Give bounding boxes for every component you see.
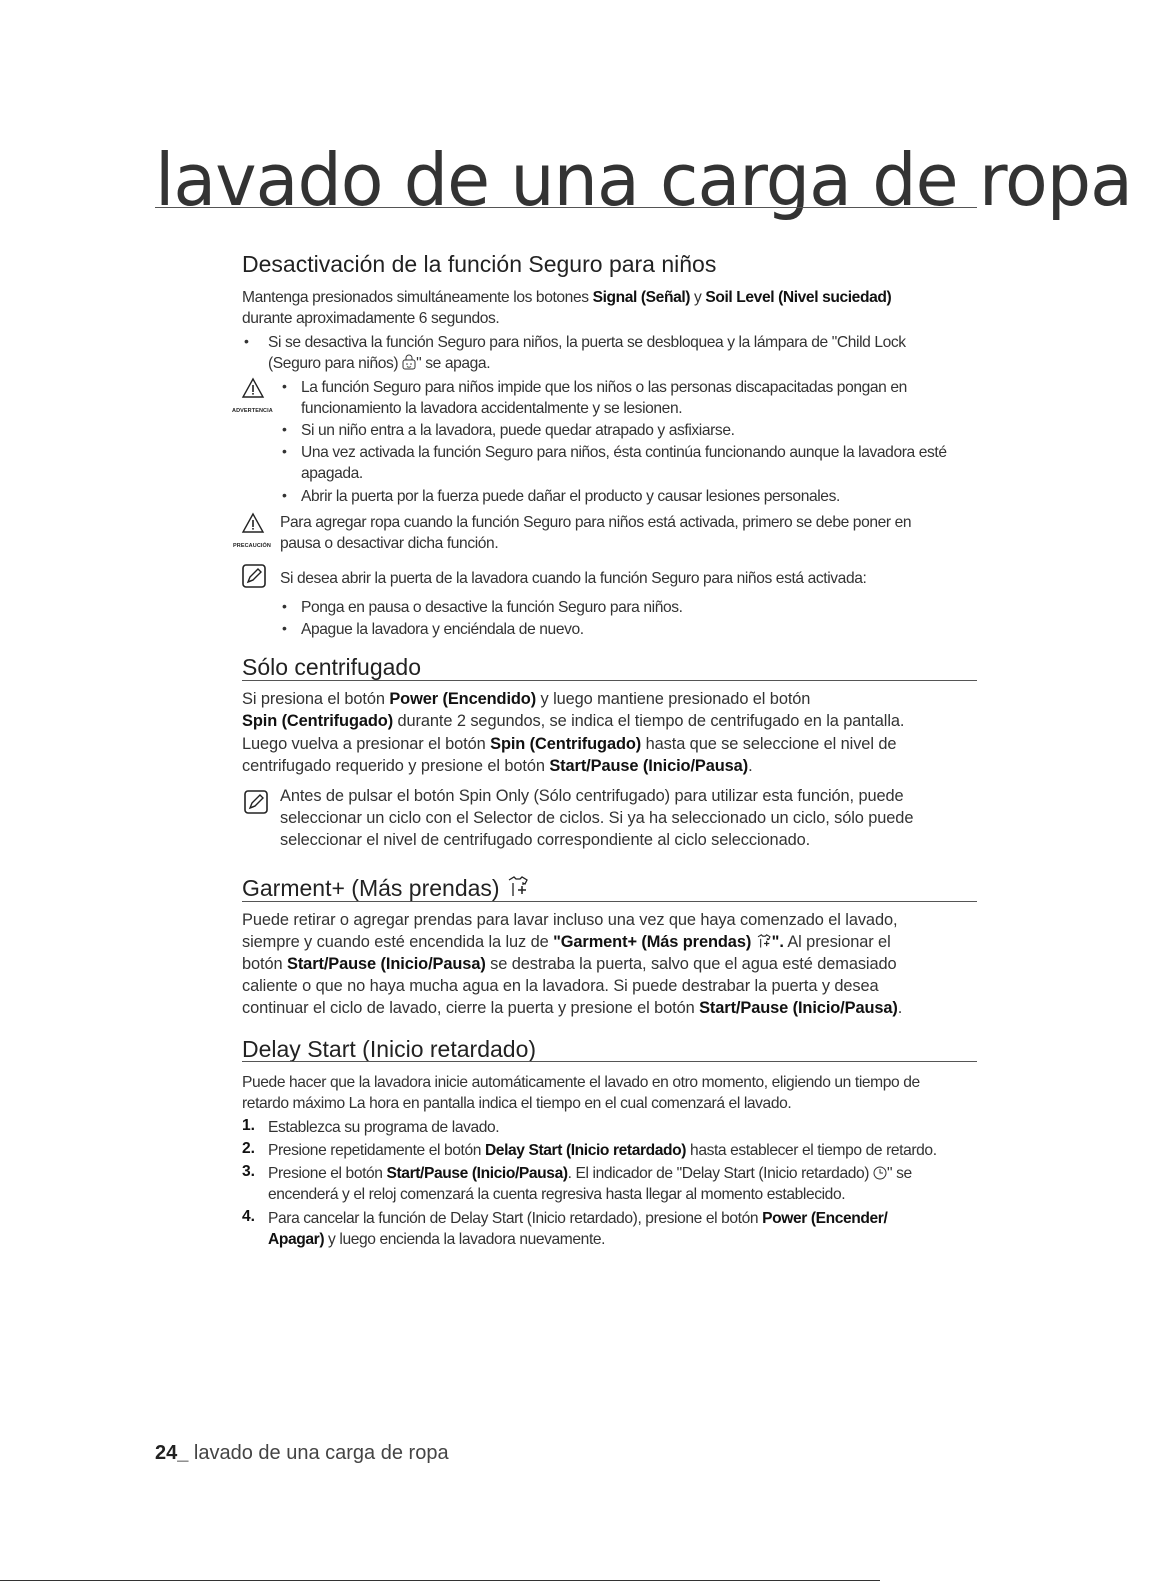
bullet-dot: •	[282, 443, 287, 459]
spin-note-3: seleccionar el nivel de centrifugado correspondiente al ciclo seleccionado.	[280, 831, 811, 849]
delay-rule	[242, 1061, 977, 1062]
warning-item-3-cont: apagada.	[301, 465, 363, 482]
bullet-dot: •	[282, 598, 287, 614]
bullet-dot: •	[244, 333, 249, 349]
note-item-2: Apague la lavadora y enciéndala de nuevo.	[301, 621, 584, 638]
warning-item-2: Si un niño entra a la lavadora, puede quedar atrapado y asfixiarse.	[301, 422, 735, 439]
delay-step-4: Para cancelar la función de Delay Start (Inicio retardado), presione el botón Power (Encender/	[268, 1210, 888, 1227]
step-number: 1.	[242, 1117, 256, 1134]
child-lock-intro: Mantenga presionados simultáneamente los botones Signal (Señal) y Soil Level (Nivel suciedad)	[242, 289, 892, 306]
garment-l1: Puede retirar o agregar prendas para lavar incluso una vez que haya comenzado el lavado,	[242, 911, 898, 929]
caution-text-2: pausa o desactivar dicha función.	[280, 535, 499, 552]
page-number: 24_	[155, 1442, 189, 1464]
page-footer	[155, 1442, 449, 1465]
note-icon	[244, 790, 268, 819]
note-text: Si desea abrir la puerta de la lavadora cuando la función Seguro para niños está activada:	[280, 570, 867, 587]
step-number: 3.	[242, 1163, 256, 1180]
bullet-dot: •	[282, 421, 287, 437]
spin-note-2: seleccionar un ciclo con el Selector de ciclos. Si ya ha seleccionado un ciclo, sólo puede	[280, 809, 914, 827]
garment-icon	[756, 934, 772, 956]
bullet-dot: •	[282, 487, 287, 503]
note-icon	[242, 564, 266, 593]
garment-l3: botón Start/Pause (Inicio/Pausa) se destraba la puerta, salvo que el agua esté demasiado	[242, 955, 897, 973]
delay-step-4-cont: Apagar) y luego encienda la lavadora nuevamente.	[268, 1231, 606, 1248]
caution-icon	[242, 513, 264, 538]
child-lock-bullet-1-cont: (Seguro para niños) " se apaga.	[268, 353, 490, 376]
child-lock-heading: Desactivación de la función Seguro para niños	[242, 251, 717, 277]
bullet-dot: •	[282, 378, 287, 394]
warning-item-4: Abrir la puerta por la fuerza puede dañar el producto y causar lesiones personales.	[301, 488, 840, 505]
note-item-1: Ponga en pausa o desactive la función Seguro para niños.	[301, 599, 683, 616]
bullet-dot: •	[282, 620, 287, 636]
spin-only-p3: Luego vuelva a presionar el botón Spin (Centrifugado) hasta que se seleccione el nivel de	[242, 735, 897, 753]
step-number: 2.	[242, 1140, 256, 1157]
spin-only-p4: centrifugado requerido y presione el botón Start/Pause (Inicio/Pausa).	[242, 757, 753, 775]
garment-l2: siempre y cuando esté encendida la luz de "Garment+ (Más prendas) ". Al presionar el	[242, 932, 891, 956]
warning-label: ADVERTENCIA	[232, 408, 273, 414]
garment-l4: caliente o que no haya mucha agua en la lavadora. Si puede destrabar la puerta y desea	[242, 977, 879, 995]
delay-step-1: Establezca su programa de lavado.	[268, 1119, 500, 1136]
child-lock-icon	[402, 355, 416, 376]
bottom-rule	[0, 1580, 880, 1581]
child-lock-bullet-1: Si se desactiva la función Seguro para niños, la puerta se desbloquea y la lámpara de "Child Lock	[268, 334, 906, 351]
delay-intro-1: Puede hacer que la lavadora inicie automáticamente el lavado en otro momento, eligiendo un tiempo de	[242, 1074, 920, 1091]
child-lock-intro-2: durante aproximadamente 6 segundos.	[242, 310, 500, 327]
title-rule	[155, 207, 977, 208]
garment-heading: Garment+ (Más prendas)	[242, 875, 530, 904]
spin-note-1: Antes de pulsar el botón Spin Only (Sólo centrifugado) para utilizar esta función, puede	[280, 787, 904, 805]
step-number: 4.	[242, 1208, 256, 1225]
caution-label: PRECAUCIÓN	[233, 543, 271, 549]
garment-rule	[242, 901, 977, 902]
delay-heading: Delay Start (Inicio retardado)	[242, 1036, 537, 1062]
spin-only-rule	[242, 680, 977, 681]
spin-only-heading: Sólo centrifugado	[242, 654, 422, 680]
clock-icon	[873, 1165, 887, 1186]
warning-item-3: Una vez activada la función Seguro para niños, ésta continúa funcionando aunque la lavadora esté	[301, 444, 947, 461]
delay-step-3-cont: encenderá y el reloj comenzará la cuenta regresiva hasta llegar al momento establecido.	[268, 1186, 846, 1203]
spin-only-p1: Si presiona el botón Power (Encendido) y luego mantiene presionado el botón	[242, 690, 811, 708]
spin-only-p2: Spin (Centrifugado) durante 2 segundos, se indica el tiempo de centrifugado en la pantalla.	[242, 712, 905, 730]
delay-step-3: Presione el botón Start/Pause (Inicio/Pausa). El indicador de "Delay Start (Inicio retardado) " se	[268, 1163, 912, 1186]
delay-step-2: Presione repetidamente el botón Delay Start (Inicio retardado) hasta establecer el tiempo de retardo.	[268, 1142, 937, 1159]
warning-item-1: La función Seguro para niños impide que los niños o las personas discapacitadas pongan en	[301, 379, 907, 396]
warning-icon	[242, 378, 264, 403]
garment-l5: continuar el ciclo de lavado, cierre la puerta y presione el botón Start/Pause (Inicio/Pausa).	[242, 999, 903, 1017]
page-title: lavado de una carga de ropa	[155, 138, 1132, 222]
caution-text-1: Para agregar ropa cuando la función Seguro para niños está activada, primero se debe poner en	[280, 514, 912, 531]
garment-icon	[506, 876, 530, 904]
warning-item-1-cont: funcionamiento la lavadora accidentalmente y se lesionen.	[301, 400, 683, 417]
delay-intro-2: retardo máximo La hora en pantalla indica el tiempo en el cual comenzará el lavado.	[242, 1095, 792, 1112]
footer-chapter: lavado de una carga de ropa	[188, 1442, 449, 1464]
